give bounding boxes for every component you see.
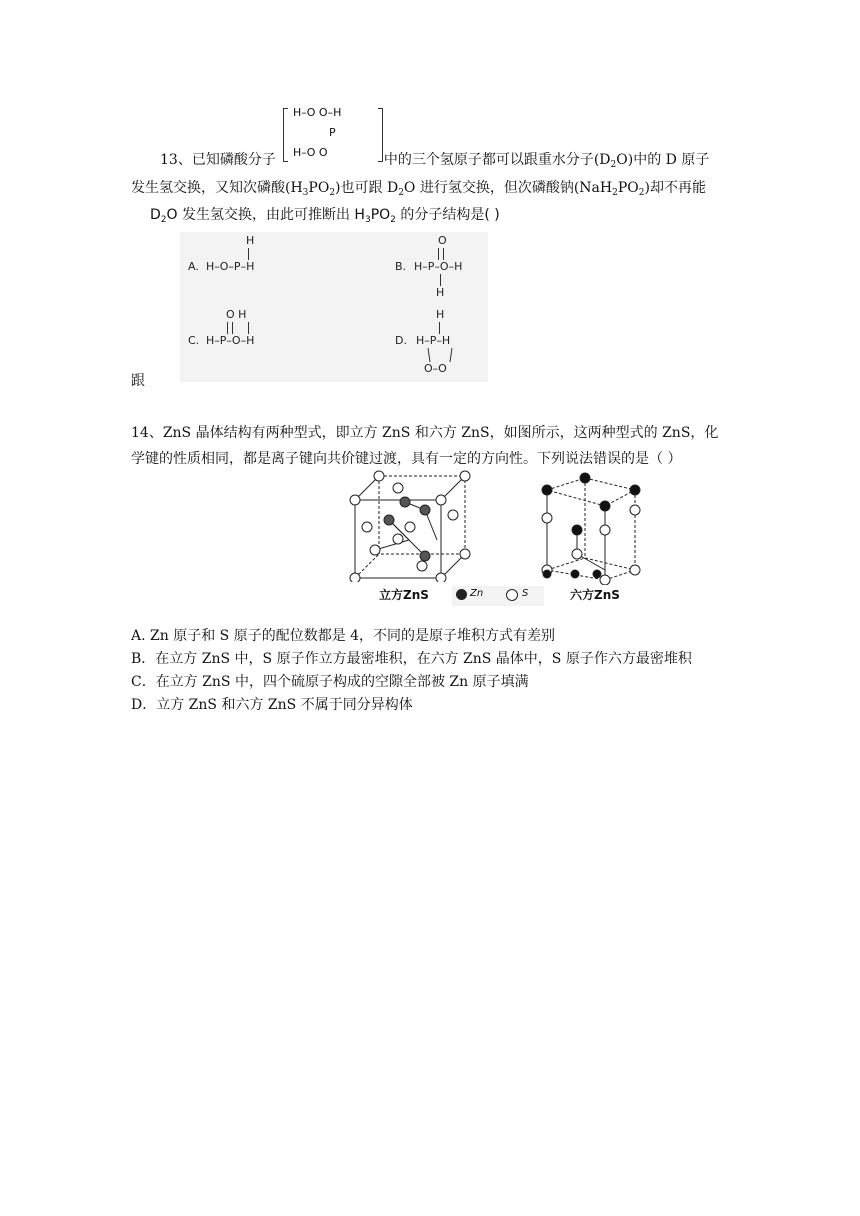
q13-line-3: $D_2O$ 发生氢交换，由此可推断出 $H_3PO_2$ 的分子结构是( )	[150, 207, 500, 225]
caption-hexagonal-zns: 六方ZnS	[570, 588, 620, 602]
q13-line-2: 发生氢交换，又知次磷酸$(H_3PO_2)$也可跟 $D_2O$ 进行氢交换，但次磷酸钠$(NaH_2PO_2)$却不再能	[131, 180, 706, 198]
structure-row-2: P	[329, 126, 336, 139]
structure-row-3: H–O O	[293, 146, 328, 159]
stray-char: 跟	[131, 373, 145, 389]
structure-row-1: H–O O–H	[293, 106, 342, 119]
legend-s-label: S	[522, 588, 529, 599]
caption-cubic-zns: 立方ZnS	[379, 588, 429, 602]
choice-a: A. Zn 原子和 S 原子的配位数都是 4，不同的是原子堆积方式有差别	[131, 628, 556, 644]
option-d-ring	[416, 346, 466, 364]
options-image: H A. H–O–P–H O B. H–P–O–H H O H C. H–P–O–H H D. H–P–H O–O	[180, 232, 488, 382]
legend-zn-label: Zn	[470, 588, 484, 599]
q14-line-2: 学键的性质相同，都是离子键向共价键过渡，具有一定的方向性。下列说法错误的是（ ）	[131, 451, 682, 467]
s-atom-icon	[506, 589, 518, 601]
choice-b: B．在立方 ZnS 中，S 原子作立方最密堆积，在六方 ZnS 晶体中，S 原子作六方最密堆积	[131, 651, 692, 667]
choice-d: D．立方 ZnS 和六方 ZnS 不属于同分异构体	[131, 697, 413, 713]
hexagonal-zns-diagram	[535, 470, 650, 585]
q14-line-1: 14、ZnS 晶体结构有两种型式，即立方 ZnS 和六方 ZnS，如图所示，这两种型式的 ZnS，化	[131, 425, 719, 441]
question-number: 13、	[160, 152, 192, 168]
legend	[452, 586, 544, 606]
choice-c: C．在立方 ZnS 中，四个硫原子构成的空隙全部被 Zn 原子填满	[131, 674, 529, 690]
cubic-zns-diagram	[345, 470, 475, 582]
q13-line-1: 13、已知磷酸分子 中的三个氢原子都可以跟重水分子$(D_2O)$中的 D 原子	[160, 152, 710, 170]
zn-atom-icon	[456, 589, 467, 600]
